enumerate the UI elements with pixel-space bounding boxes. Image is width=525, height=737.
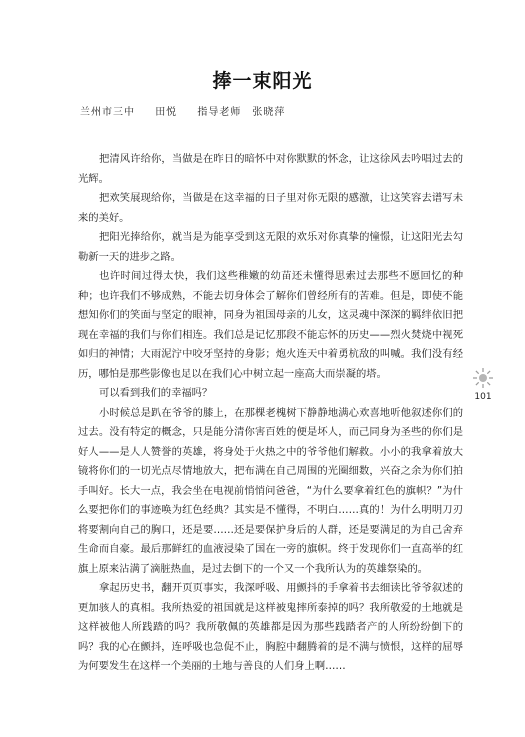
paragraph-2: 把欢笑展现给你，当做是在这幸福的日子里对你无限的感激，让这笑容去谱写未来的美好。 (78, 192, 463, 224)
paragraph-1: 把清风许给你，当做是在昨日的暗怀中对你默默的怀念，让这徐风去吟唱过去的光辉。 (78, 153, 463, 185)
paragraph-7: 拿起历史书，翻开页页事实，我深呼吸、用颤抖的手拿着书去细读比爷爷叙述的更加骇人的真相。我所热爱的祖国就是这样被鬼摔所泰掉的吗？我所敬爱的土地就是这样被他人所践踏的吗？我所敬佩的英雄都是因为那些践踏者产的人所纷纷倒下的吗？我的心在颤抖，连呼吸也急促不止，胸腔中翻腾着的是不满与愤恨，这样的屈辱为何要发生在这样一个美丽的土地与善良的人们身上啊…… (78, 582, 463, 672)
byline-school: 兰州市三中 (80, 107, 135, 118)
page-number: 101 (474, 392, 492, 402)
paragraph-3: 把阳光捧给你，就当是为能享受到这无限的欢乐对你真挚的憧憬，让这阳光去勾勒新一天的进步之路。 (78, 231, 463, 263)
byline-author: 田悦 (155, 107, 178, 118)
sun-ornament-icon (472, 367, 494, 389)
page-title: 捧一束阳光 (212, 70, 313, 92)
paragraph-4: 也许时间过得太快，我们这些稚嫩的幼苗还未懂得思索过去那些不愿回忆的种种；也许我们不够成熟，不能去切身体会了解你们曾经所有的苦难。但是，即使不能想知你们的笑面与坚定的眼神，同身为祖国母亲的儿女，这灵魂中深深的羁绊依旧把现在幸福的我们与你们相连。我们总是记忆那段不能忘怀的历史——烈火焚烧中视死如归的神情；大雨泥泞中咬牙坚持的身影；炮火连天中着勇杭敌的叫喊。我们没有经历，哪怕是那些影像也足以在我们心中树立起一座高大而崇凝的塔。 (78, 270, 463, 380)
article-body (78, 150, 463, 677)
byline-advisor: 指导老师 张晓萍 (197, 107, 286, 118)
paragraph-5: 可以看到我们的幸福吗？ (99, 387, 213, 399)
byline (80, 103, 301, 118)
paragraph-6: 小时候总是趴在爷爷的膝上，在那棵老槐树下静静地满心欢喜地听他叙述你们的过去。没有特定的概念，只是能分清你害百姓的便是坏人，而己同身为圣些的你们是好人——是人人赞誉的英雄，将身处于火热之中的爷爷他们解救。小小的我拿着放大镜将你们的一切光点尽情地放大，把布满在自己周围的光圈细数，兴奋之余为你们拍手叫好。长大一点，我会坐在电视前悄悄问爸爸，“为什么要拿着红色的旗帜？”为什么要把你们的事迹唤为红色经典？其实是不懂得，不明白……真的！为什么明明刀刃将要割向自己的胸口，还是要……还是要保护身后的人群，还是要满足的为自己舍弃生命而自豪。最后那鲜红的血液浸染了国在一旁的旗帜。终于发现你们一直高举的红旗上原来沾满了滴脏热血，是过去倒下的一个又一个我所认为的英雄祭染的。 (78, 406, 463, 575)
